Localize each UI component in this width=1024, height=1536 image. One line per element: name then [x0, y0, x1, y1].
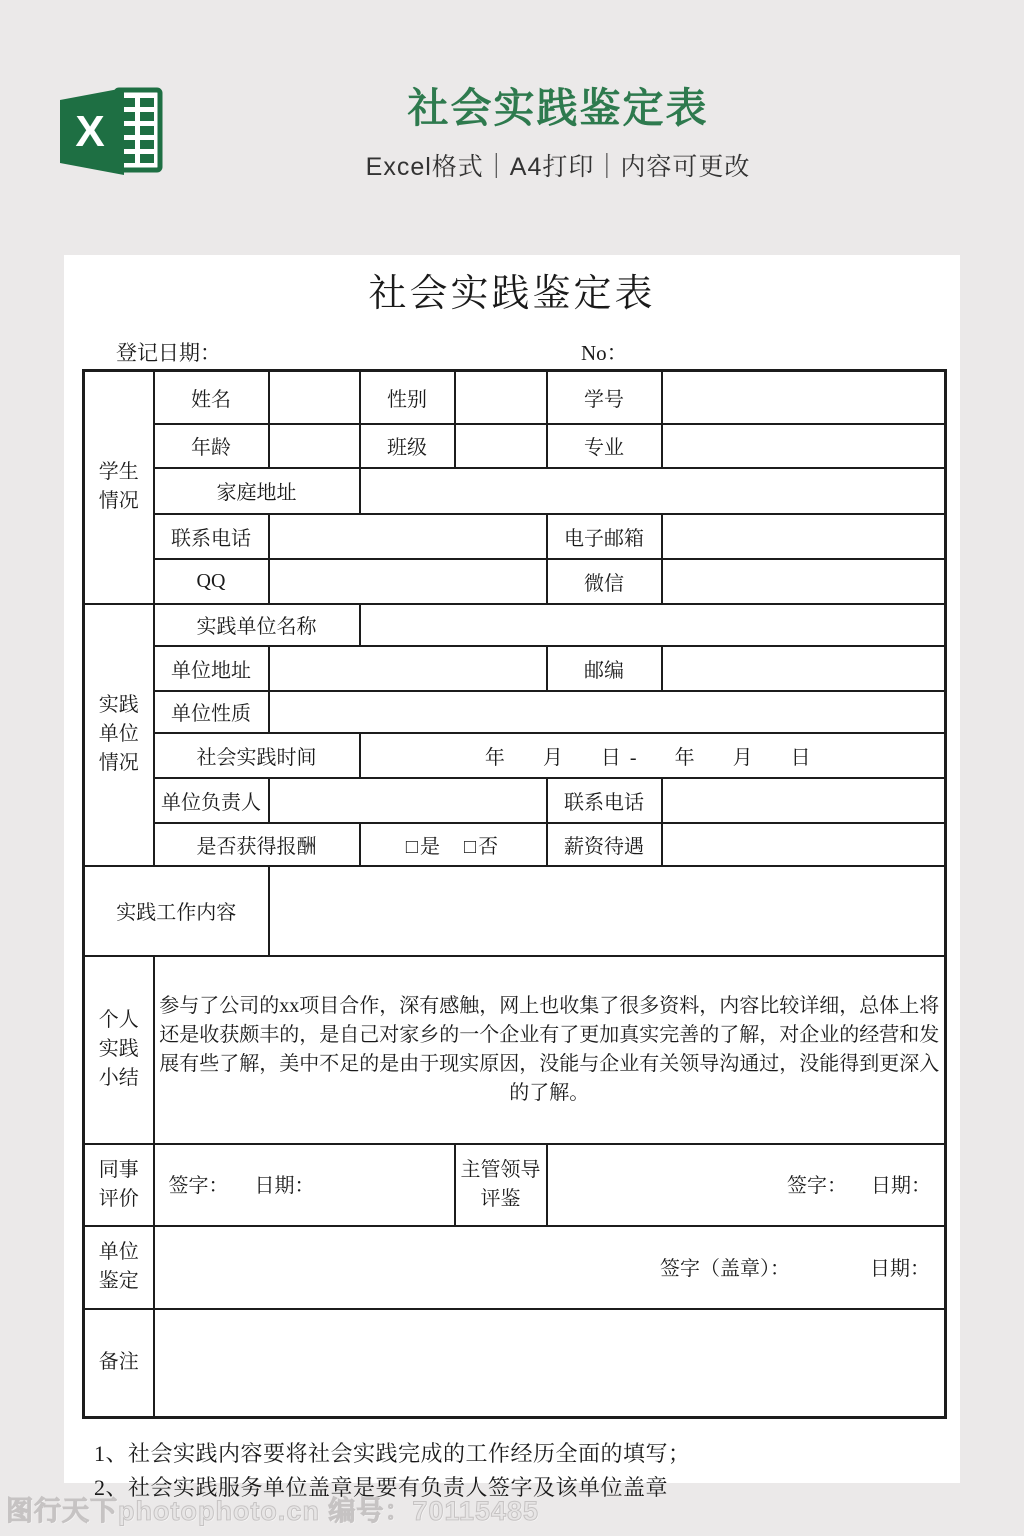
major-value-cell: [662, 424, 946, 468]
leader-date-label: 日期：: [871, 1175, 931, 1197]
unit-type-value-cell: [269, 691, 946, 733]
leader-sign-label: 签字：: [787, 1175, 847, 1197]
colleague-sign-label: 签字：: [168, 1175, 229, 1197]
table-row: [84, 1309, 946, 1418]
student-id-label: 学号: [547, 371, 662, 424]
phone-label: 联系电话: [154, 514, 269, 559]
section-unit: 实践单位情况: [84, 604, 154, 866]
qq-label: QQ: [154, 559, 269, 604]
class-label: 班级: [360, 424, 455, 468]
table-row: [84, 424, 946, 468]
leader-phone-value-cell: [662, 778, 946, 823]
unit-address-value-cell: [269, 646, 547, 691]
gender-value-cell: [455, 371, 547, 424]
unit-appraisal-cell: [154, 1226, 946, 1309]
qq-value-cell: [269, 559, 547, 604]
form-title: 社会实践鉴定表: [368, 273, 656, 315]
salary-value-cell: [662, 823, 946, 866]
email-value-cell: [662, 514, 946, 559]
unit-type-label: 单位性质: [154, 691, 269, 733]
note-line-2: 2、社会实践服务单位盖章是要有负责人签字及该单位盖章: [94, 1475, 669, 1500]
form-table: [82, 369, 947, 1419]
leader-appraisal-cell: [547, 1144, 946, 1226]
reg-date-label: 登记日期：: [116, 341, 221, 365]
section-unit-appraisal: 单位鉴定: [84, 1226, 154, 1309]
table-row: [84, 559, 946, 604]
work-content-value-cell: [269, 866, 946, 956]
student-id-value-cell: [662, 371, 946, 424]
watermark: 图行天下photophoto.cn 编号：70115485: [6, 1496, 540, 1526]
paid-options: □是 □否: [360, 823, 547, 866]
table-row: [84, 604, 946, 646]
table-row: [84, 823, 946, 866]
name-label: 姓名: [154, 371, 269, 424]
email-label: 电子邮箱: [547, 514, 662, 559]
note-line-1: 1、社会实践内容要将社会实践完成的工作经历全面的填写；: [94, 1441, 691, 1466]
work-content-label: 实践工作内容: [84, 866, 269, 956]
form-meta-row: [64, 337, 960, 363]
unit-appraisal-sign-label: 签字（盖章）：: [660, 1257, 790, 1280]
unit-address-label: 单位地址: [154, 646, 269, 691]
colleague-date-label: 日期：: [254, 1175, 315, 1197]
svg-text:X: X: [75, 107, 105, 156]
section-colleague: 同事评价: [84, 1144, 154, 1226]
table-row: [84, 733, 946, 778]
remarks-value-cell: [154, 1309, 946, 1418]
table-row: [84, 646, 946, 691]
table-row: [84, 1226, 946, 1309]
gender-label: 性别: [360, 371, 455, 424]
table-row: [84, 371, 946, 424]
table-row: [84, 956, 946, 1144]
age-value-cell: [269, 424, 360, 468]
section-student: 学生情况: [84, 371, 154, 604]
unit-leader-label: 单位负责人: [154, 778, 269, 823]
age-label: 年龄: [154, 424, 269, 468]
table-row: [84, 866, 946, 956]
table-row: [84, 691, 946, 733]
page-title: 社会实践鉴定表: [407, 85, 709, 131]
zip-value-cell: [662, 646, 946, 691]
table-row: [84, 468, 946, 514]
leader-phone-label: 联系电话: [547, 778, 662, 823]
no-label: No：: [581, 341, 628, 365]
phone-value-cell: [269, 514, 547, 559]
summary-text: 参与了公司的xx项目合作，深有感触，网上也收集了很多资料，内容比较详细，总体上将还是收获颇丰的，是自己对家乡的一个企业有了更加真实完善的了解，对企业的经营和发展有些了解，美中不足的是由于现实原因，没能与企业有关领导沟通过，没能得到更深入的了解。: [154, 956, 946, 1144]
header-text: [0, 82, 1024, 183]
wechat-value-cell: [662, 559, 946, 604]
major-label: 专业: [547, 424, 662, 468]
home-address-value-cell: [360, 468, 946, 514]
home-address-label: 家庭地址: [154, 468, 360, 514]
class-value-cell: [455, 424, 547, 468]
unit-leader-value-cell: [269, 778, 547, 823]
form-card: [64, 255, 960, 1500]
colleague-appraisal-cell: [154, 1144, 455, 1226]
remarks-label: 备注: [84, 1309, 154, 1418]
name-value-cell: [269, 371, 360, 424]
practice-time-value: 年 月 日- 年 月 日: [360, 733, 946, 778]
table-row: [84, 778, 946, 823]
practice-time-label: 社会实践时间: [154, 733, 360, 778]
unit-name-label: 实践单位名称: [154, 604, 360, 646]
paid-label: 是否获得报酬: [154, 823, 360, 866]
unit-appraisal-date-label: 日期：: [870, 1257, 930, 1280]
zip-label: 邮编: [547, 646, 662, 691]
salary-label: 薪资待遇: [547, 823, 662, 866]
header: [0, 82, 1024, 202]
wechat-label: 微信: [547, 559, 662, 604]
table-row: [84, 514, 946, 559]
section-leader: 主管领导评鉴: [455, 1144, 547, 1226]
table-row: [84, 1144, 946, 1226]
unit-name-value-cell: [360, 604, 946, 646]
section-summary: 个人实践小结: [84, 956, 154, 1144]
page-subtitle: Excel格式｜A4打印｜内容可更改: [365, 153, 751, 181]
